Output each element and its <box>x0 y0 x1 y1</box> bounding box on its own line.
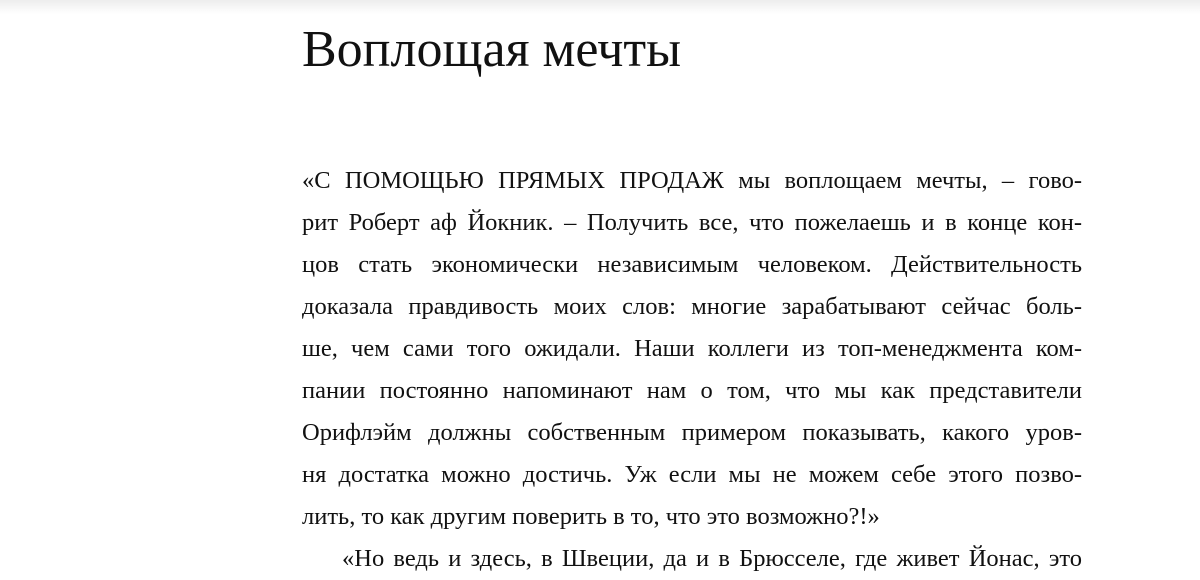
paragraph-2 <box>302 538 1082 580</box>
text-line: доказала правдивость моих слов: многие зарабатывают сейчас боль- <box>302 293 1082 320</box>
body-text <box>302 160 1082 580</box>
chapter-title: Воплощая мечты <box>302 21 682 78</box>
text-line: цов стать экономически независимым человеком. Действительность <box>302 251 1082 278</box>
text-line: «Но ведь и здесь, в Швеции, да и в Брюсселе, где живет Йонас, это <box>342 545 1082 572</box>
text-line: Орифлэйм должны собственным примером показывать, какого уров- <box>302 419 1082 446</box>
text-line: ня достатка можно достичь. Уж если мы не можем себе этого позво- <box>302 461 1082 488</box>
text-line: пании постоянно напоминают нам о том, что мы как представители <box>302 377 1082 404</box>
top-edge-shadow <box>0 0 1200 14</box>
text-line: лить, то как другим поверить в то, что это возможно?!» <box>302 503 880 530</box>
text-line: рит Роберт аф Йокник. – Получить все, что пожелаешь и в конце кон- <box>302 209 1082 236</box>
paragraph-1 <box>302 160 1082 538</box>
text-line: «С ПОМОЩЬЮ ПРЯМЫХ ПРОДАЖ мы воплощаем мечты, – гово- <box>302 167 1082 194</box>
text-line: ше, чем сами того ожидали. Наши коллеги из топ-менеджмента ком- <box>302 335 1082 362</box>
